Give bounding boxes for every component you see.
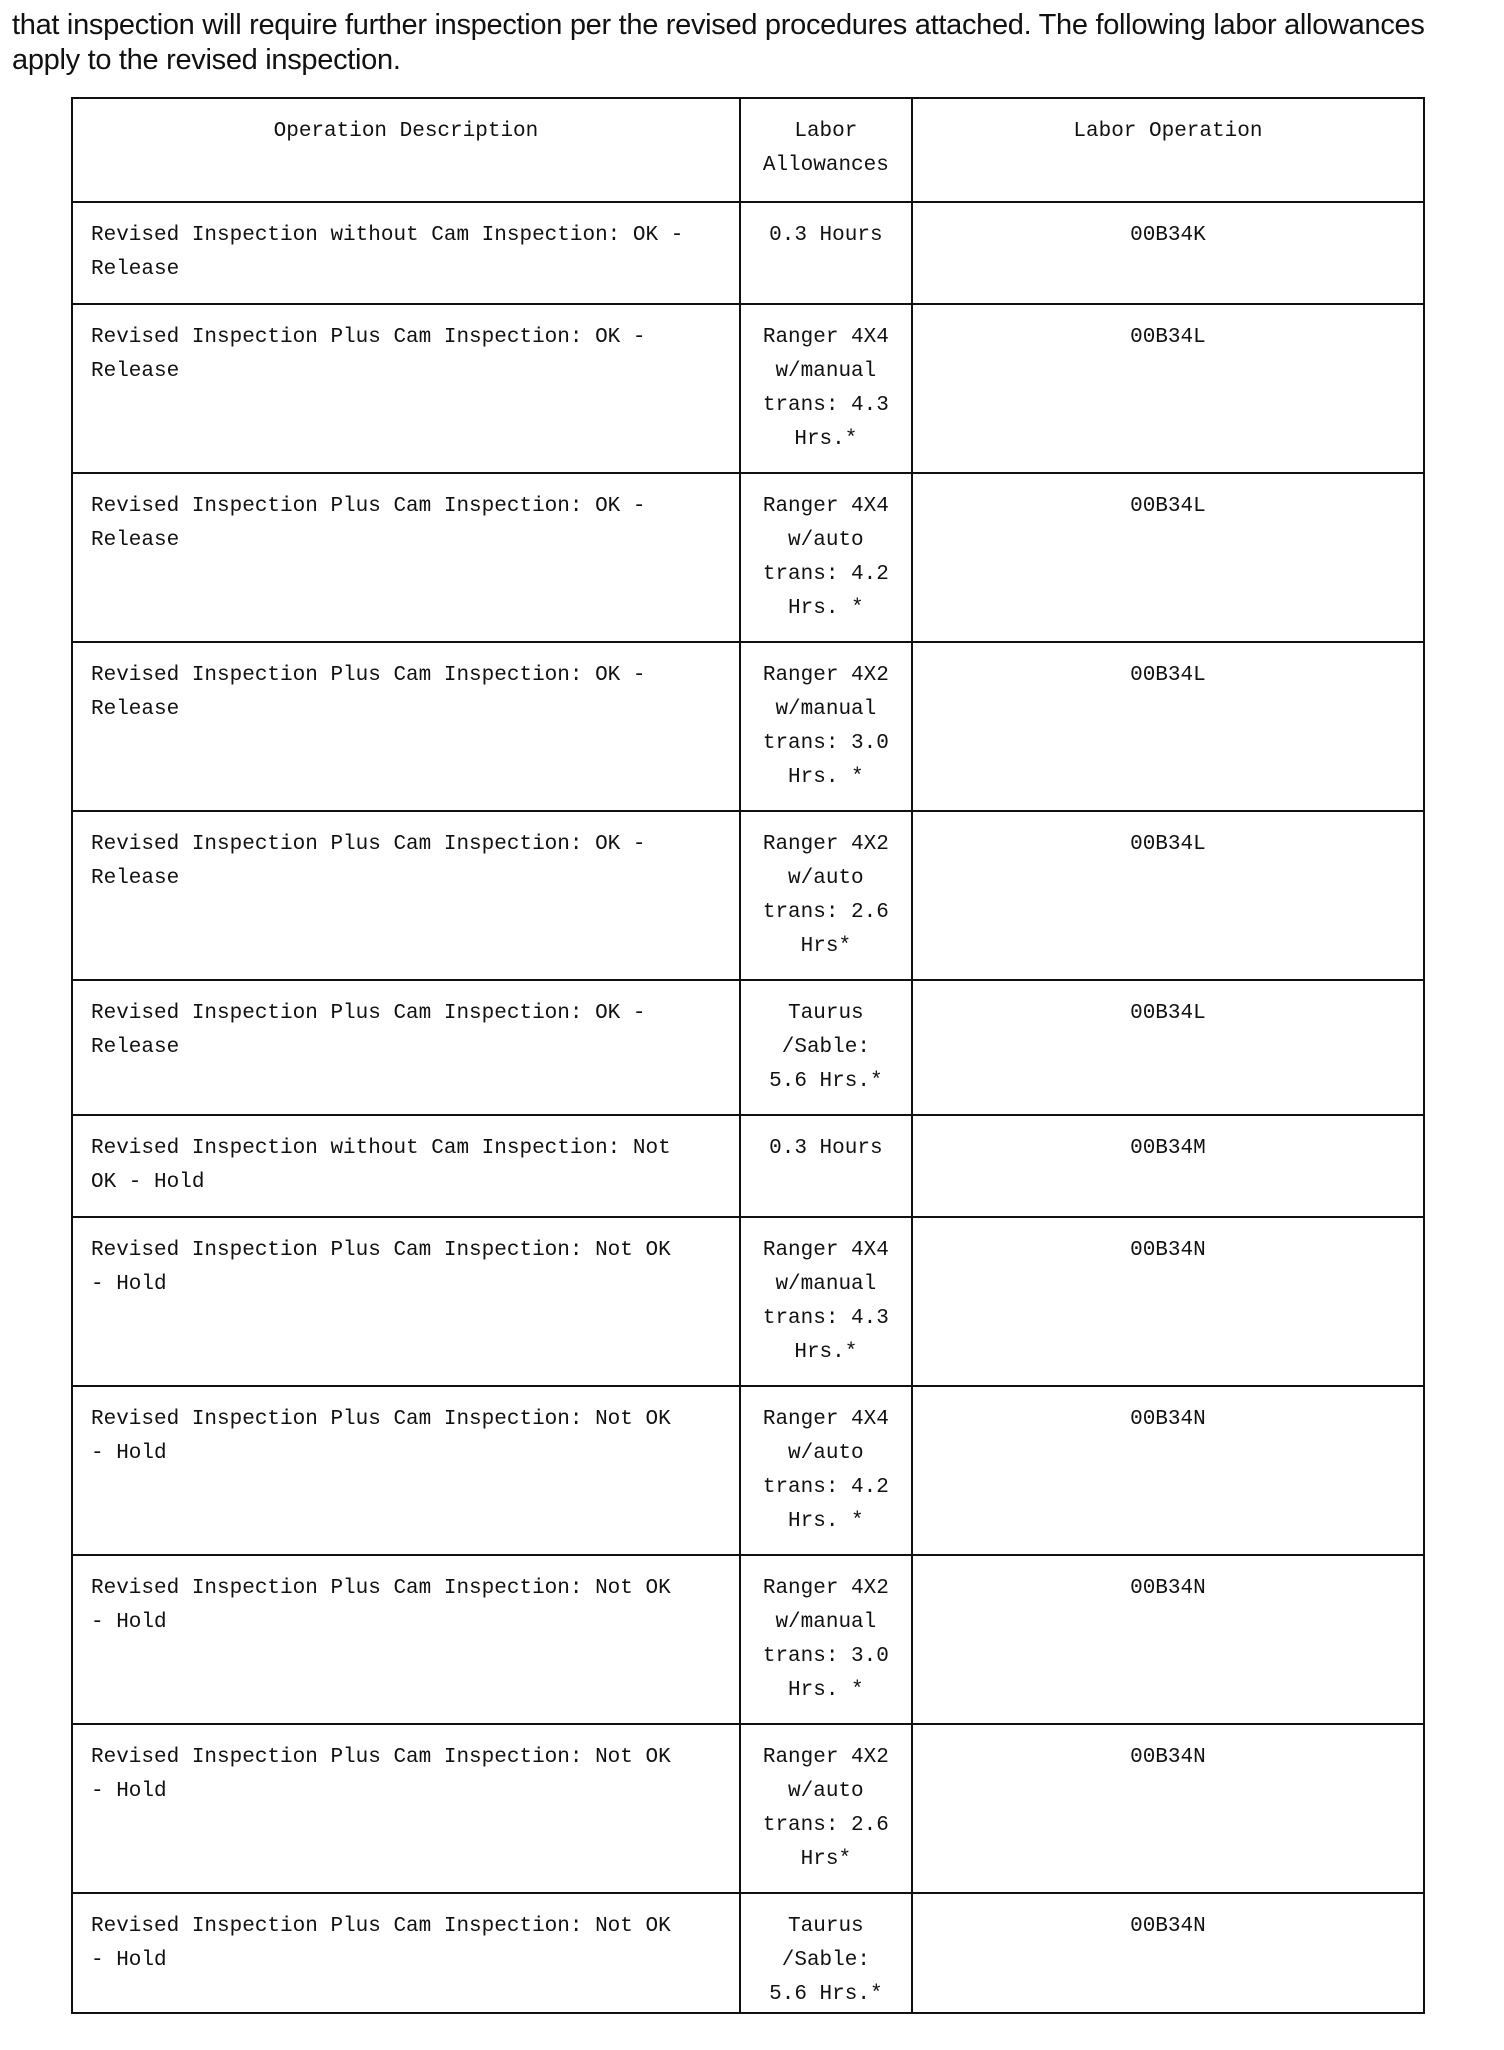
table-row bbox=[72, 1724, 1424, 1893]
table-row bbox=[72, 1217, 1424, 1386]
cell-operation: 00B34L bbox=[912, 473, 1424, 642]
cell-description: Revised Inspection Plus Cam Inspection: OK - Release bbox=[72, 473, 740, 642]
cell-operation: 00B34N bbox=[912, 1217, 1424, 1386]
cell-operation: 00B34L bbox=[912, 980, 1424, 1115]
cell-allowance: Ranger 4X4 w/manual trans: 4.3 Hrs.* bbox=[740, 1217, 912, 1386]
cell-allowance: Ranger 4X2 w/auto trans: 2.6 Hrs* bbox=[740, 811, 912, 980]
table-row bbox=[72, 202, 1424, 304]
table-row bbox=[72, 980, 1424, 1115]
header-labor-allowances: Labor Allowances bbox=[740, 98, 912, 202]
cell-description: Revised Inspection Plus Cam Inspection: OK - Release bbox=[72, 980, 740, 1115]
cell-allowance: Ranger 4X2 w/manual trans: 3.0 Hrs. * bbox=[740, 642, 912, 811]
cell-description: Revised Inspection Plus Cam Inspection: OK - Release bbox=[72, 304, 740, 473]
labor-allowance-table bbox=[71, 97, 1425, 2014]
table-row bbox=[72, 811, 1424, 980]
table-row bbox=[72, 1115, 1424, 1217]
table-row bbox=[72, 1386, 1424, 1555]
cell-description: Revised Inspection Plus Cam Inspection: Not OK - Hold bbox=[72, 1555, 740, 1724]
cell-operation: 00B34N bbox=[912, 1724, 1424, 1893]
cell-operation: 00B34N bbox=[912, 1893, 1424, 2013]
cell-description: Revised Inspection without Cam Inspection: OK - Release bbox=[72, 202, 740, 304]
cell-allowance: 0.3 Hours bbox=[740, 202, 912, 304]
cell-operation: 00B34M bbox=[912, 1115, 1424, 1217]
table-row bbox=[72, 473, 1424, 642]
cell-description: Revised Inspection Plus Cam Inspection: OK - Release bbox=[72, 642, 740, 811]
cell-operation: 00B34K bbox=[912, 202, 1424, 304]
cell-description: Revised Inspection without Cam Inspection: Not OK - Hold bbox=[72, 1115, 740, 1217]
cell-description: Revised Inspection Plus Cam Inspection: Not OK - Hold bbox=[72, 1217, 740, 1386]
cell-operation: 00B34L bbox=[912, 642, 1424, 811]
cell-allowance: Taurus /Sable: 5.6 Hrs.* bbox=[740, 1893, 912, 2013]
cell-allowance: Taurus /Sable: 5.6 Hrs.* bbox=[740, 980, 912, 1115]
cell-allowance: Ranger 4X4 w/manual trans: 4.3 Hrs.* bbox=[740, 304, 912, 473]
table-row bbox=[72, 642, 1424, 811]
cell-description: Revised Inspection Plus Cam Inspection: Not OK - Hold bbox=[72, 1893, 740, 2013]
cell-allowance: Ranger 4X4 w/auto trans: 4.2 Hrs. * bbox=[740, 1386, 912, 1555]
header-labor-operation: Labor Operation bbox=[912, 98, 1424, 202]
cell-description: Revised Inspection Plus Cam Inspection: Not OK - Hold bbox=[72, 1386, 740, 1555]
cell-allowance: Ranger 4X2 w/manual trans: 3.0 Hrs. * bbox=[740, 1555, 912, 1724]
table-row bbox=[72, 1893, 1424, 2013]
cell-allowance: 0.3 Hours bbox=[740, 1115, 912, 1217]
table-header-row bbox=[72, 98, 1424, 202]
cell-allowance: Ranger 4X4 w/auto trans: 4.2 Hrs. * bbox=[740, 473, 912, 642]
cell-description: Revised Inspection Plus Cam Inspection: Not OK - Hold bbox=[72, 1724, 740, 1893]
cell-operation: 00B34L bbox=[912, 811, 1424, 980]
cell-allowance: Ranger 4X2 w/auto trans: 2.6 Hrs* bbox=[740, 1724, 912, 1893]
cell-operation: 00B34N bbox=[912, 1555, 1424, 1724]
cell-operation: 00B34N bbox=[912, 1386, 1424, 1555]
table-row bbox=[72, 1555, 1424, 1724]
cell-description: Revised Inspection Plus Cam Inspection: OK - Release bbox=[72, 811, 740, 980]
cell-operation: 00B34L bbox=[912, 304, 1424, 473]
table-row bbox=[72, 304, 1424, 473]
intro-paragraph: that inspection will require further inspection per the revised procedures attached. The following labor allowances apply to the revised inspection. bbox=[12, 9, 1425, 76]
header-operation-description: Operation Description bbox=[72, 98, 740, 202]
